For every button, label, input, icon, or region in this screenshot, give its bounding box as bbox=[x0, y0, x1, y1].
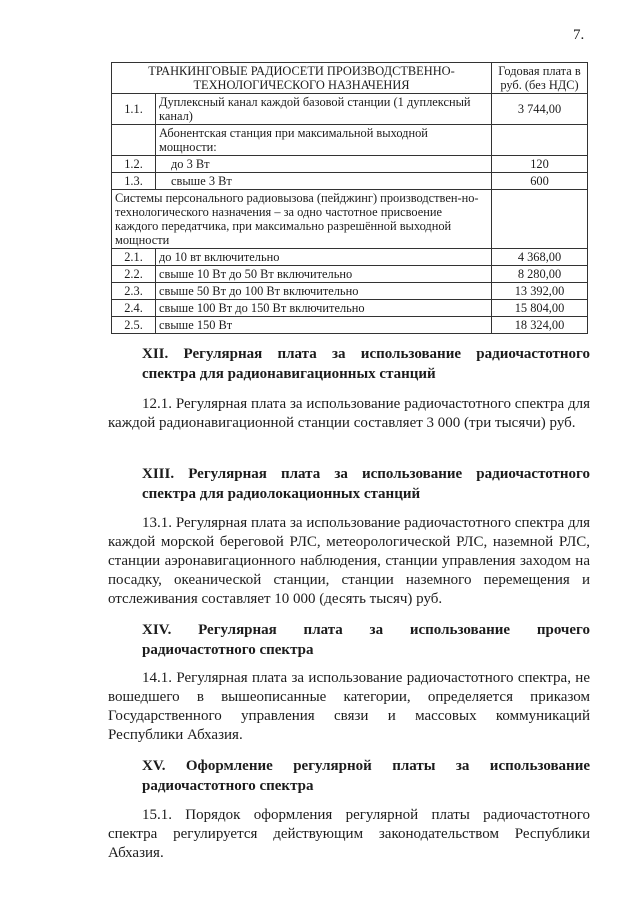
row-number: 2.1. bbox=[112, 249, 156, 266]
section-heading-xiv: XIV. Регулярная плата за использование прочего радиочастотного спектра bbox=[142, 622, 590, 658]
table-row bbox=[112, 317, 588, 334]
row-number: 2.3. bbox=[112, 283, 156, 300]
row-fee: 15 804,00 bbox=[492, 300, 588, 317]
row-fee: 8 280,00 bbox=[492, 266, 588, 283]
table-row bbox=[112, 173, 588, 190]
row-fee: 3 744,00 bbox=[492, 94, 588, 125]
paragraph-13-1: 13.1. Регулярная плата за использование радиочастотного спектра для каждой морской береговой РЛС, метеорологической РЛС, наземной РЛС, станции аэронавигационного наблюдения, станции управления заходом на посадку, океанической станции, станции наземного перемещения и отслеживания составляет 10 000 (десять тысяч) руб. bbox=[108, 515, 590, 607]
row-number: 2.4. bbox=[112, 300, 156, 317]
row-number: 1.1. bbox=[112, 94, 156, 125]
fee-column-header: Годовая плата в руб. (без НДС) bbox=[492, 63, 588, 94]
row-number: 2.5. bbox=[112, 317, 156, 334]
row-number: 1.3. bbox=[112, 173, 156, 190]
row-description: до 3 Вт bbox=[171, 157, 210, 171]
table-row bbox=[112, 156, 588, 173]
table-row bbox=[112, 94, 588, 125]
table-row bbox=[112, 283, 588, 300]
paragraph-14-1: 14.1. Регулярная плата за использование радиочастотного спектра, не вошедшего в вышеописанные категории, определяется приказом Государственного управления связи и массовых коммуникаций Республики Абхазия. bbox=[108, 670, 590, 743]
section-heading-xiii: XIII. Регулярная плата за использование радиочастотного спектра для радиолокационных станций bbox=[142, 466, 590, 502]
paragraph-12-1: 12.1. Регулярная плата за использование радиочастотного спектра для каждой радионавигационной станции составляет 3 000 (три тысячи) руб. bbox=[108, 396, 590, 431]
section-heading-xii: XII. Регулярная плата за использование радиочастотного спектра для радионавигационных станций bbox=[142, 346, 590, 382]
table-title: ТРАНКИНГОВЫЕ РАДИОСЕТИ ПРОИЗВОДСТВЕННО-ТЕХНОЛОГИЧЕСКОГО НАЗНАЧЕНИЯ bbox=[112, 63, 492, 94]
row-description: Абонентская станция при максимальной выходной мощности: bbox=[156, 125, 492, 156]
row-description: свыше 3 Вт bbox=[171, 174, 232, 188]
row-description: до 10 вт включительно bbox=[156, 249, 492, 266]
table-row bbox=[112, 300, 588, 317]
row-description: Дуплексный канал каждой базовой станции (1 дуплексный канал) bbox=[156, 94, 492, 125]
fees-table bbox=[111, 62, 588, 334]
row-fee: 120 bbox=[492, 156, 588, 173]
row-description: свыше 150 Вт bbox=[156, 317, 492, 334]
paragraph-15-1: 15.1. Порядок оформления регулярной платы радиочастотного спектра регулируется действующим законодательством Республики Абхазия. bbox=[108, 807, 590, 861]
page-number: 7. bbox=[573, 27, 585, 43]
row-fee bbox=[492, 125, 588, 156]
row-number: 2.2. bbox=[112, 266, 156, 283]
table-group-row bbox=[112, 190, 588, 249]
row-description: свыше 10 Вт до 50 Вт включительно bbox=[156, 266, 492, 283]
table-row bbox=[112, 266, 588, 283]
group-title: Системы персонального радиовызова (пейджинг) производствен-но-технологического назначения – за одно частотное присвоение каждого передатчика, при максимально разрешённой выходной мощности bbox=[112, 190, 492, 249]
row-fee: 18 324,00 bbox=[492, 317, 588, 334]
table-header-row bbox=[112, 63, 588, 94]
table-row bbox=[112, 249, 588, 266]
row-number: 1.2. bbox=[112, 156, 156, 173]
row-fee: 4 368,00 bbox=[492, 249, 588, 266]
row-fee: 13 392,00 bbox=[492, 283, 588, 300]
section-heading-xv: XV. Оформление регулярной платы за использование радиочастотного спектра bbox=[142, 758, 590, 794]
row-description: свыше 50 Вт до 100 Вт включительно bbox=[156, 283, 492, 300]
row-number bbox=[112, 125, 156, 156]
row-description: свыше 100 Вт до 150 Вт включительно bbox=[156, 300, 492, 317]
row-fee: 600 bbox=[492, 173, 588, 190]
table-row bbox=[112, 125, 588, 156]
